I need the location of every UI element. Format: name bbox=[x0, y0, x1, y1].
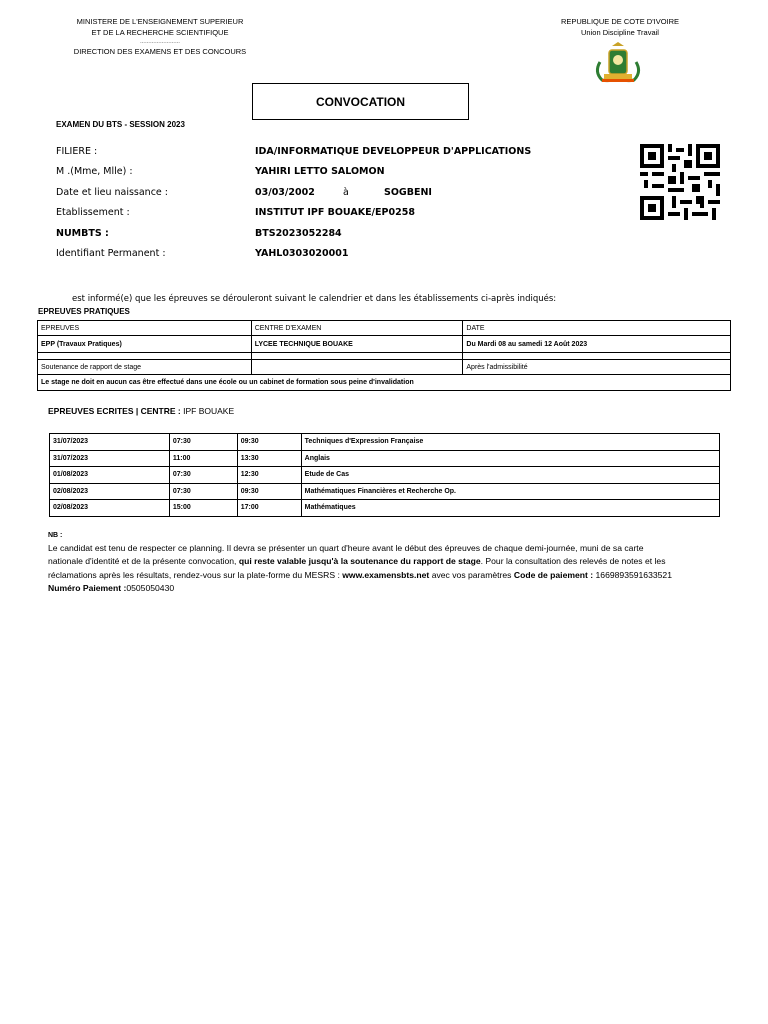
epreuves-ecrites-title bbox=[48, 406, 234, 416]
ministry-separator: …………………… bbox=[140, 39, 180, 45]
coat-of-arms-icon bbox=[592, 42, 644, 84]
cell-end: 17:00 bbox=[237, 500, 301, 517]
ministry-line2: ET DE LA RECHERCHE SCIENTIFIQUE bbox=[91, 28, 229, 37]
table-row bbox=[38, 336, 731, 353]
cell-subject: Mathématiques Financières et Recherche Op. bbox=[301, 483, 719, 500]
nb-numero-label: Numéro Paiement : bbox=[48, 582, 127, 593]
cell-start: 07:30 bbox=[169, 483, 237, 500]
nb-bold-validity: qui reste valable jusqu'à la soutenance du rapport de stage bbox=[238, 556, 481, 567]
cell-date: 02/08/2023 bbox=[50, 483, 170, 500]
table-row bbox=[50, 500, 720, 517]
field-value-name: YAHIRI LETTO SALOMON bbox=[255, 166, 385, 177]
ministry-header bbox=[40, 16, 280, 57]
nb-text bbox=[48, 542, 678, 595]
epreuves-pratiques-title: EPREUVES PRATIQUES bbox=[38, 307, 130, 316]
cell-start: 11:00 bbox=[169, 450, 237, 467]
field-value-birth-place: SOGBENI bbox=[384, 187, 432, 198]
table-spacer-row bbox=[38, 353, 731, 360]
centre-label: CENTRE : bbox=[140, 406, 181, 416]
header-epreuves: EPREUVES bbox=[38, 321, 252, 336]
epreuves-pratiques-table bbox=[37, 320, 731, 391]
cell-date: Du Mardi 08 au samedi 12 Août 2023 bbox=[463, 336, 731, 353]
epreuves-ecrites-table bbox=[49, 433, 720, 517]
field-label-etablissement: Etablissement : bbox=[56, 207, 130, 218]
qr-code-icon bbox=[640, 144, 720, 220]
cell-centre bbox=[251, 360, 463, 375]
field-label-identifiant: Identifiant Permanent : bbox=[56, 248, 166, 259]
centre-value: IPF BOUAKE bbox=[180, 406, 235, 416]
cell-centre: LYCEE TECHNIQUE BOUAKE bbox=[251, 336, 463, 353]
field-label-name: M .(Mme, Mlle) : bbox=[56, 166, 133, 177]
field-value-identifiant: YAHL0303020001 bbox=[255, 248, 349, 259]
field-label-birth: Date et lieu naissance : bbox=[56, 187, 168, 198]
nb-label: NB : bbox=[48, 532, 63, 539]
cell-subject: Anglais bbox=[301, 450, 719, 467]
cell-epreuve: Soutenance de rapport de stage bbox=[38, 360, 252, 375]
field-value-numbts: BTS2023052284 bbox=[255, 228, 342, 239]
nb-text-part1: Le candidat est tenu de respecter ce planning. Il devra se présenter un quart d'heure avant le début des épreuves de chaque demi-journée, muni de sa carte nationale d'identité et de la présente convocation, bbox=[48, 543, 644, 567]
cell-end: 13:30 bbox=[237, 450, 301, 467]
cell-subject: Techniques d'Expression Française bbox=[301, 434, 719, 451]
republic-line: REPUBLIQUE DE COTE D'IVOIRE bbox=[560, 17, 680, 26]
table-row bbox=[50, 450, 720, 467]
table-row bbox=[50, 467, 720, 484]
ministry-line1: MINISTERE DE L'ENSEIGNEMENT SUPERIEUR bbox=[76, 17, 244, 26]
table-row bbox=[50, 483, 720, 500]
nb-code-label: Code de paiement : bbox=[513, 569, 594, 580]
ecrites-label: EPREUVES ECRITES | bbox=[48, 406, 141, 416]
cell-date: 01/08/2023 bbox=[50, 467, 170, 484]
cell-start: 07:30 bbox=[169, 467, 237, 484]
field-birth-at: à bbox=[343, 187, 349, 198]
cell-end: 09:30 bbox=[237, 434, 301, 451]
cell-end: 09:30 bbox=[237, 483, 301, 500]
convocation-title: CONVOCATION bbox=[252, 83, 469, 120]
field-label-filiere: FILIERE : bbox=[56, 146, 98, 157]
stage-note: Le stage ne doit en aucun cas être effectué dans une école ou un cabinet de formation sous peine d'invalidation bbox=[38, 375, 731, 391]
cell-start: 15:00 bbox=[169, 500, 237, 517]
field-value-birth-date: 03/03/2002 bbox=[255, 187, 315, 198]
header-date: DATE bbox=[463, 321, 731, 336]
cell-date: 02/08/2023 bbox=[50, 500, 170, 517]
exam-session-title: EXAMEN DU BTS - SESSION 2023 bbox=[56, 120, 185, 129]
nb-text-part2: . Pour la consultation des relevés de notes et les réclamations après les résultats, rendez-vous sur la plate-forme du MESRS : bbox=[48, 556, 666, 580]
table-header-row bbox=[38, 321, 731, 336]
table-note-row bbox=[38, 375, 731, 391]
nb-text-part3: avec vos paramètres bbox=[429, 569, 514, 580]
cell-date: 31/07/2023 bbox=[50, 434, 170, 451]
cell-date: 31/07/2023 bbox=[50, 450, 170, 467]
cell-subject: Mathématiques bbox=[301, 500, 719, 517]
header-centre: CENTRE D'EXAMEN bbox=[251, 321, 463, 336]
cell-start: 07:30 bbox=[169, 434, 237, 451]
direction-line: DIRECTION DES EXAMENS ET DES CONCOURS bbox=[73, 47, 247, 56]
nb-website: www.examensbts.net bbox=[342, 569, 430, 580]
nb-code-value: 1669893591633521 bbox=[593, 569, 672, 580]
table-row bbox=[50, 434, 720, 451]
cell-end: 12:30 bbox=[237, 467, 301, 484]
cell-epreuve: EPP (Travaux Pratiques) bbox=[38, 336, 252, 353]
field-value-filiere: IDA/INFORMATIQUE DEVELOPPEUR D'APPLICATIONS bbox=[255, 146, 532, 157]
cell-date: Après l'admissibilité bbox=[463, 360, 731, 375]
republic-header bbox=[540, 16, 700, 38]
motto-line: Union Discipline Travail bbox=[581, 28, 659, 37]
cell-subject: Etude de Cas bbox=[301, 467, 719, 484]
table-row bbox=[38, 360, 731, 375]
intro-text: est informé(e) que les épreuves se dérouleront suivant le calendrier et dans les établissements ci-après indiqués: bbox=[72, 294, 557, 304]
nb-numero-value: 0505050430 bbox=[126, 582, 175, 593]
field-value-etablissement: INSTITUT IPF BOUAKE/EP0258 bbox=[255, 207, 415, 218]
field-label-numbts: NUMBTS : bbox=[56, 228, 109, 239]
